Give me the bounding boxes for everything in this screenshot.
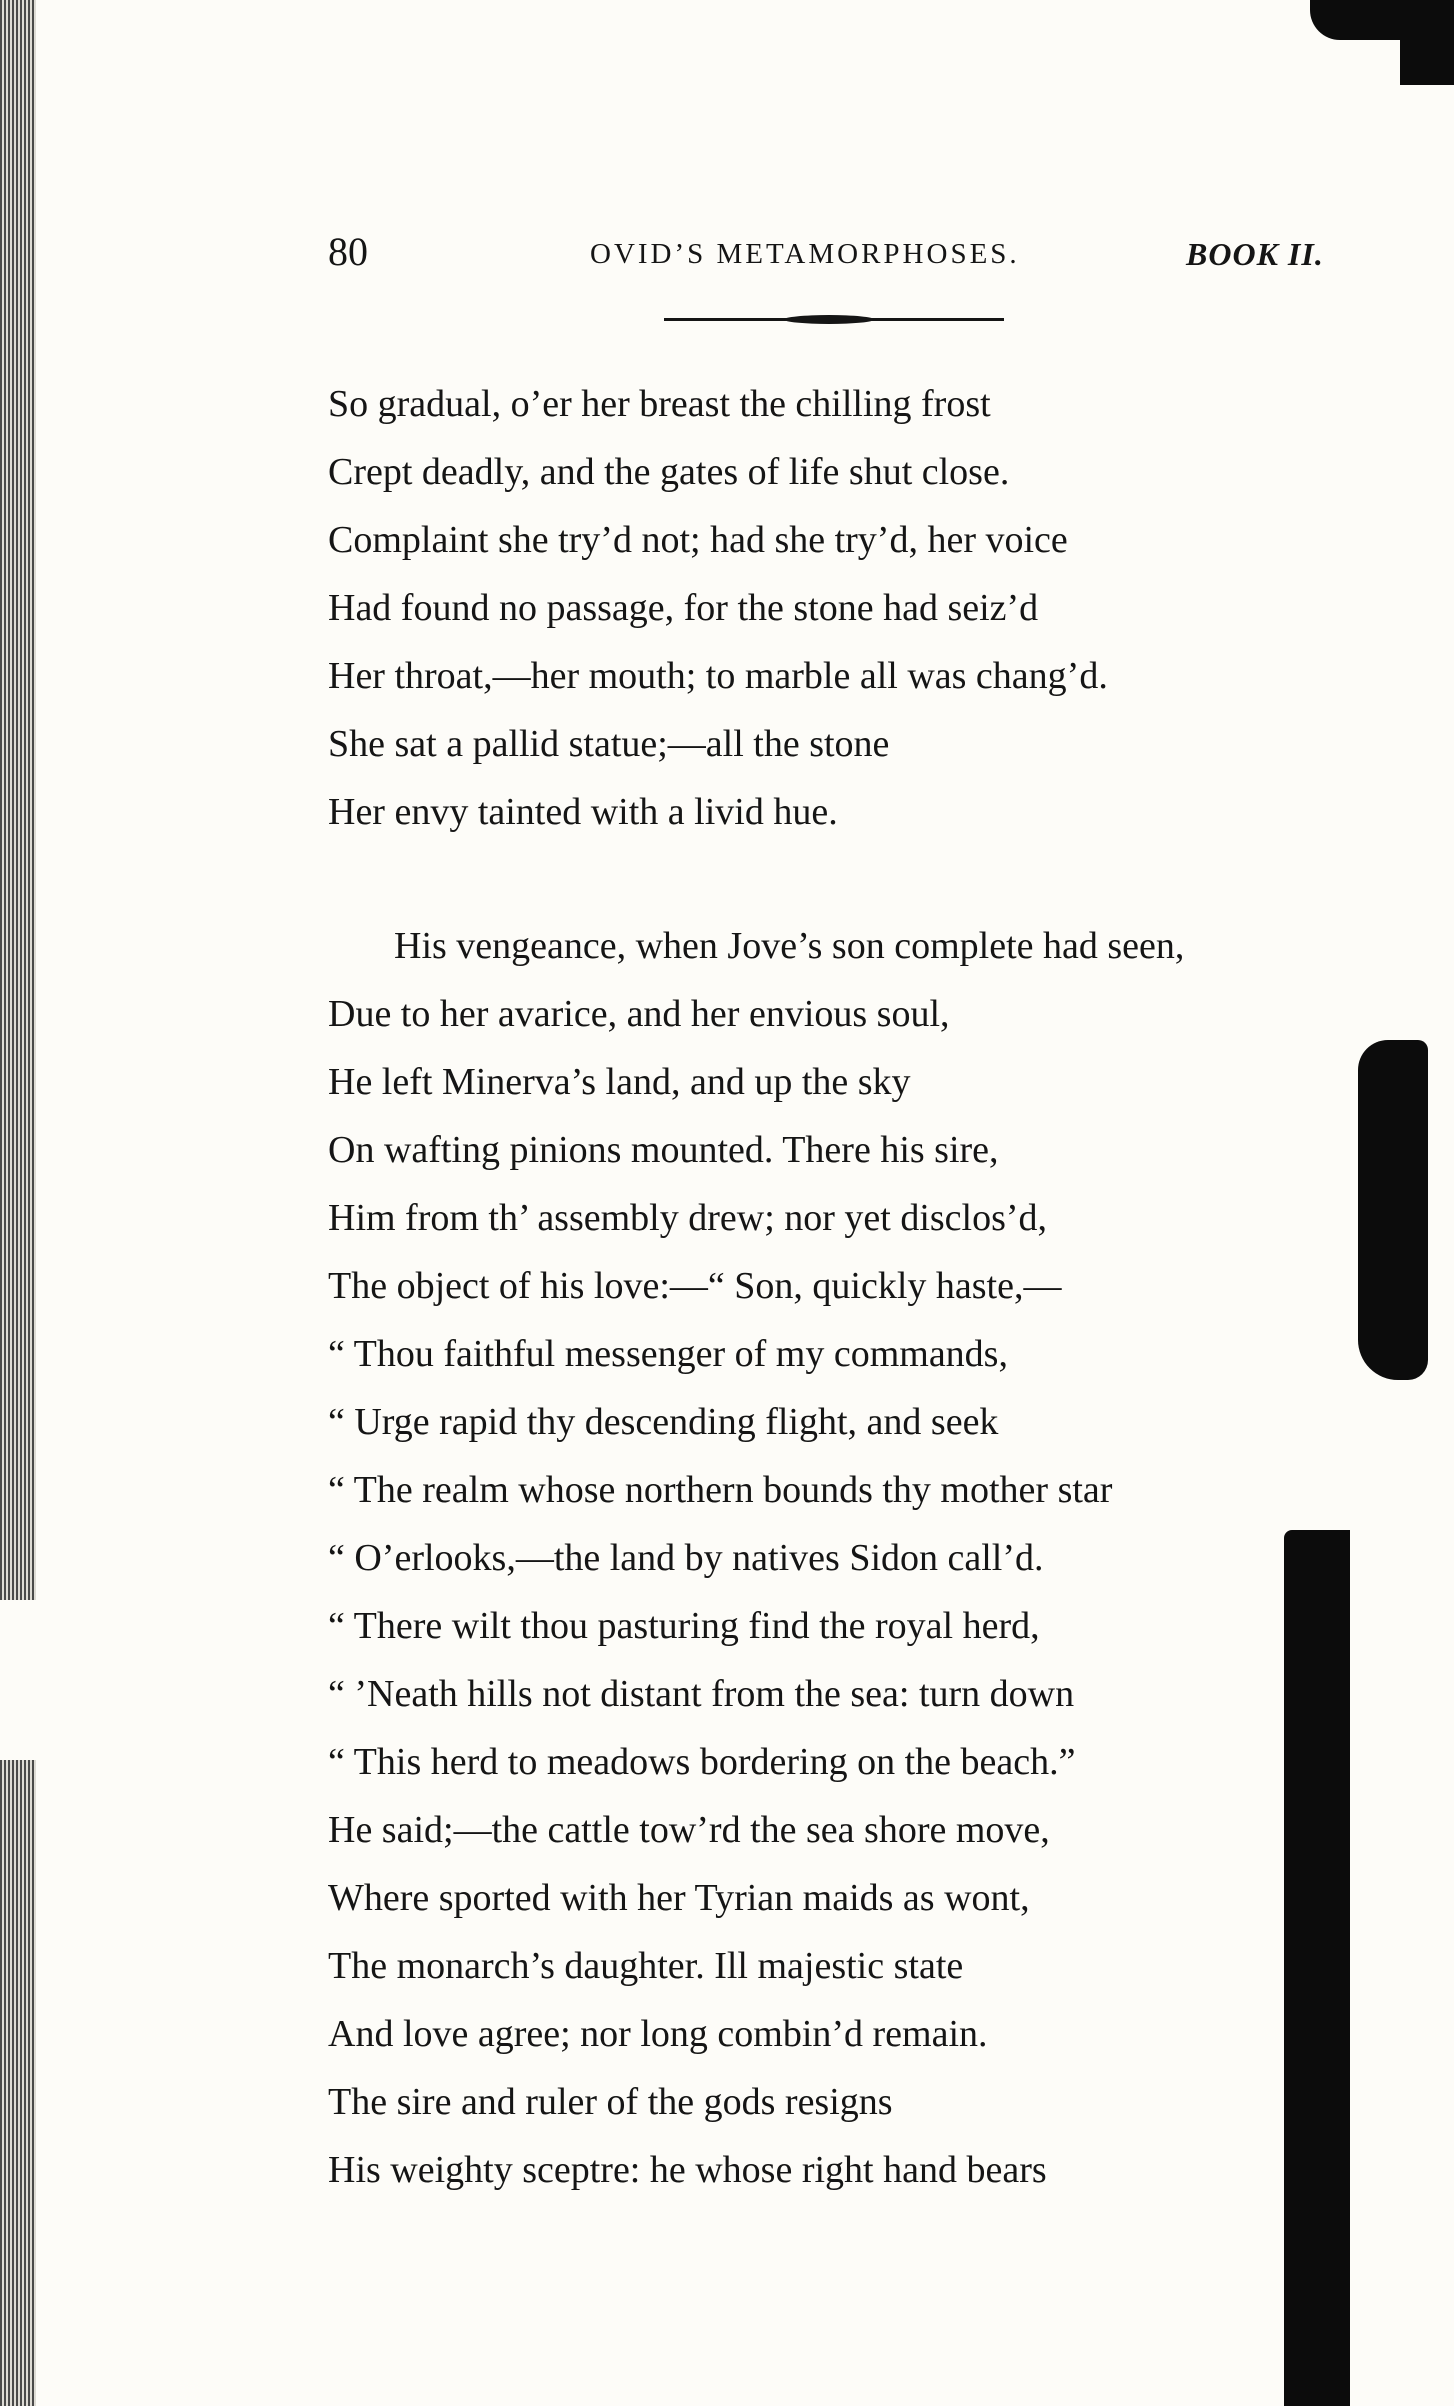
verse-line: “ Thou faithful messenger of my commands, [328, 1333, 1008, 1375]
verse-line: “ Urge rapid thy descending flight, and seek [328, 1401, 999, 1443]
verse-line: “ There wilt thou pasturing find the royal herd, [328, 1605, 1040, 1647]
verse-line: He said;—the cattle tow’rd the sea shore move, [328, 1809, 1050, 1851]
verse-line: So gradual, o’er her breast the chilling frost [328, 383, 991, 425]
verse-line: On wafting pinions mounted. There his sire, [328, 1129, 999, 1171]
verse-line: Due to her avarice, and her envious soul, [328, 993, 950, 1035]
verse-line: The object of his love:—“ Son, quickly haste,— [328, 1265, 1062, 1307]
verse-line: Had found no passage, for the stone had seiz’d [328, 587, 1039, 629]
running-head [328, 228, 1338, 288]
verse-line: His vengeance, when Jove’s son complete had seen, [394, 925, 1185, 967]
verse-line: He left Minerva’s land, and up the sky [328, 1061, 911, 1103]
verse-line: She sat a pallid statue;—all the stone [328, 723, 890, 765]
binding-edge [0, 0, 36, 1600]
stanza-break [328, 846, 1288, 912]
verse-line: The monarch’s daughter. Ill majestic state [328, 1945, 964, 1987]
verse-line: “ The realm whose northern bounds thy mother star [328, 1469, 1113, 1511]
scan-artifact-top-corner [1400, 30, 1454, 85]
verse-line: Her envy tainted with a livid hue. [328, 791, 838, 833]
verse-line: Where sported with her Tyrian maids as wont, [328, 1877, 1030, 1919]
verse-line: His weighty sceptre: he whose right hand bears [328, 2149, 1047, 2191]
verse-body [328, 370, 1288, 2204]
running-title: OVID’S METAMORPHOSES. [590, 238, 1020, 270]
page-number: 80 [328, 229, 368, 274]
book-label: BOOK II. [1186, 236, 1324, 272]
verse-line: Him from th’ assembly drew; nor yet disclos’d, [328, 1197, 1048, 1239]
verse-line: And love agree; nor long combin’d remain. [328, 2013, 988, 2055]
ornamental-rule [664, 318, 1004, 321]
verse-line: “ ’Neath hills not distant from the sea: turn down [328, 1673, 1075, 1715]
verse-line: Crept deadly, and the gates of life shut close. [328, 451, 1010, 493]
verse-line: Complaint she try’d not; had she try’d, her voice [328, 519, 1068, 561]
scan-artifact-middle [1358, 1040, 1428, 1380]
verse-line: Her throat,—her mouth; to marble all was chang’d. [328, 655, 1108, 697]
verse-line: “ This herd to meadows bordering on the beach.” [328, 1741, 1076, 1783]
scan-artifact-bottom [1284, 1530, 1350, 2406]
verse-line: “ O’erlooks,—the land by natives Sidon call’d. [328, 1537, 1044, 1579]
verse-line: The sire and ruler of the gods resigns [328, 2081, 893, 2123]
binding-edge-lower [0, 1760, 36, 2406]
